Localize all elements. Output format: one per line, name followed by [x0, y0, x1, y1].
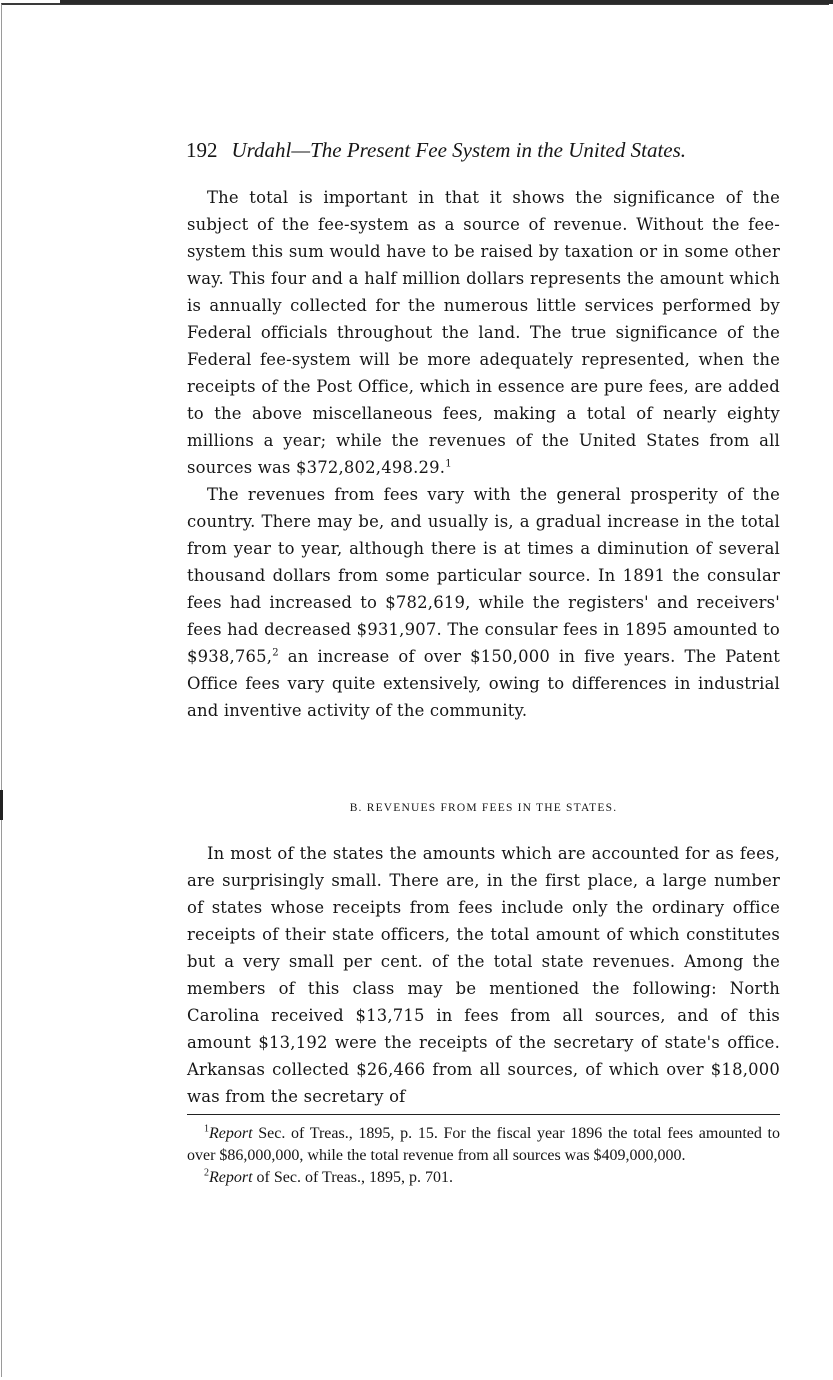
footnote-italic: Report [209, 1169, 253, 1186]
paragraph-text: The revenues from fees vary with the general prosperity of the country. There may be, and usually is, a gradual increase in the total from year to year, although there is at times a diminution of several thousand dollars from some particular source. In 1891 the consular fees had increased to $782,619, while the registers' and receivers' fees had decreased $931,907. The consular fees in 1895 amounted to $938,765, [187, 485, 780, 666]
footnote-ref-2: 2 [272, 647, 279, 659]
page-top-edge [60, 0, 833, 4]
footnote-1 [187, 1123, 780, 1167]
running-title: Urdahl—The Present Fee System in the United States. [231, 138, 687, 162]
footnote-mark: 1 [204, 1123, 209, 1135]
page-number: 192 [186, 138, 218, 162]
federal-fees-section [187, 184, 780, 724]
footnote-2 [187, 1167, 780, 1189]
section-heading: B. REVENUES FROM FEES IN THE STATES. [349, 802, 618, 814]
paragraph-text-continued: an increase of over $150,000 in five years. The Patent Office fees vary quite extensively, owing to differences in industrial and inventive activity of the community. [187, 647, 780, 720]
footnote-ref-1: 1 [445, 458, 452, 470]
footnotes [187, 1123, 780, 1189]
paragraph-text: The total is important in that it shows the significance of the subject of the fee-system as a source of revenue. Without the fee-system this sum would have to be raised by taxation or in some other way. This four and a half million dollars represents the amount which is annually collected for the numerous little services performed by Federal officials throughout the land. The true significance of the Federal fee-system will be more adequately represented, when the receipts of the Post Office, which in essence are pure fees, are added to the above miscellaneous fees, making a total of nearly eighty millions a year; while the revenues of the United States from all sources was $372,802,498.29. [187, 188, 780, 477]
footnote-italic: Report [209, 1125, 253, 1142]
footnote-text: Sec. of Treas., 1895, p. 15. For the fiscal year 1896 the total fees amounted to over $86,000,000, while the total revenue from all sources was $409,000,000. [187, 1125, 780, 1164]
paragraph-revenue-variation [187, 481, 780, 724]
state-fees-section [187, 840, 780, 1110]
footnote-mark: 2 [204, 1167, 209, 1179]
paragraph-state-fees: In most of the states the amounts which are accounted for as fees, are surprisingly small. There are, in the first place, a large number of states whose receipts from fees include only the ordinary office receipts of their state officers, the total amount of which constitutes but a very small per cent. of the total state revenues. Among the members of this class may be mentioned the following: North Carolina received $13,715 in fees from all sources, and of this amount $13,192 were the receipts of the secretary of state's office. Arkansas collected $26,466 from all sources, of which over $18,000 was from the secretary of [187, 844, 780, 1106]
footnote-text: of Sec. of Treas., 1895, p. 701. [252, 1169, 453, 1186]
running-header [186, 136, 786, 164]
footnote-divider [187, 1114, 780, 1115]
paragraph-total-significance [187, 184, 780, 481]
page-edge-mark [0, 790, 3, 820]
